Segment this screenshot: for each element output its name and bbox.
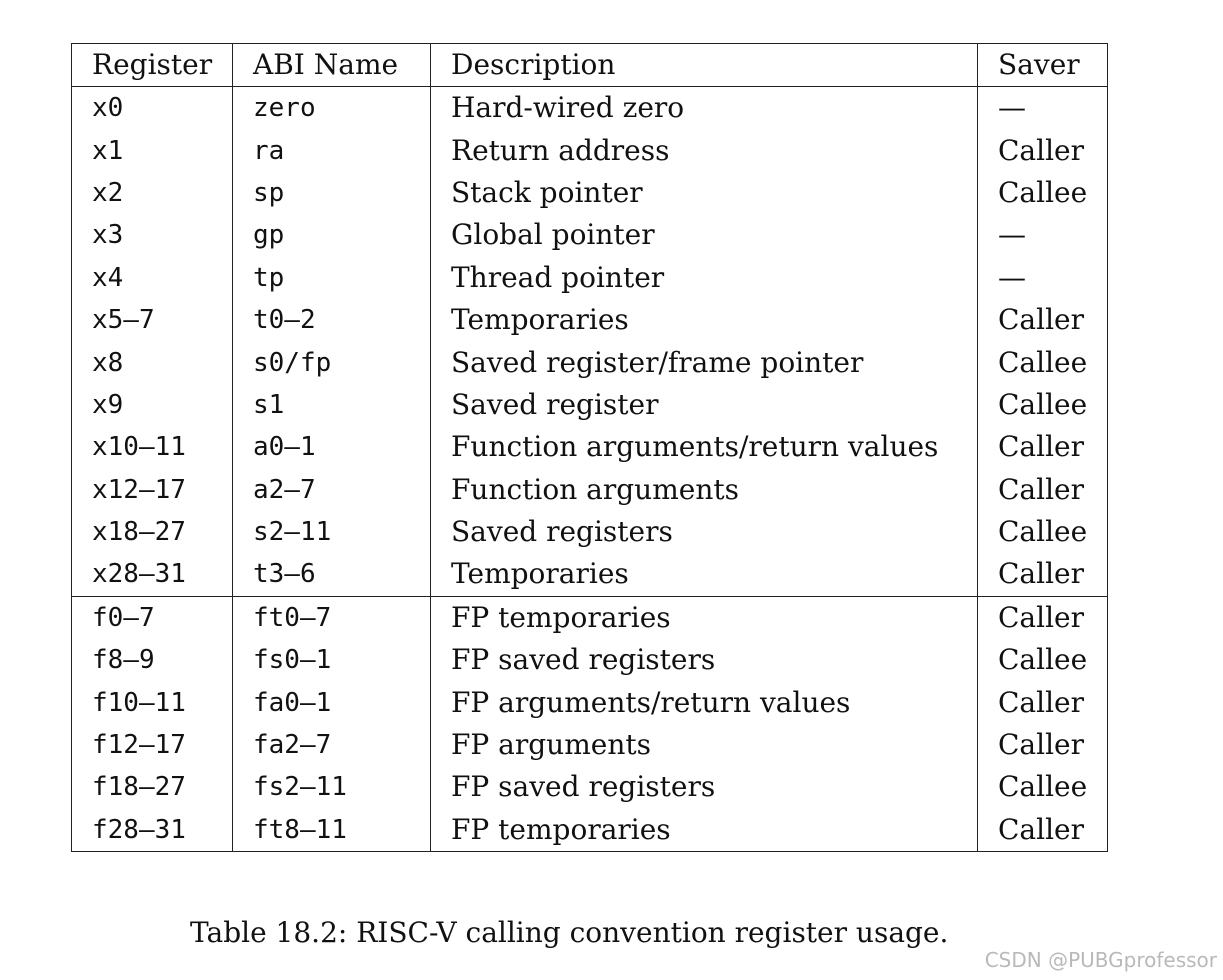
table-row: [72, 129, 1108, 171]
register-cell: x5–7: [72, 299, 233, 341]
description-cell: Global pointer: [431, 214, 978, 256]
abi-name-cell: t0–2: [233, 299, 431, 341]
table-row: [72, 639, 1108, 681]
table-row: [72, 766, 1108, 808]
saver-cell: Caller: [978, 596, 1108, 639]
description-cell: FP temporaries: [431, 596, 978, 639]
saver-cell: —: [978, 257, 1108, 299]
register-cell: x2: [72, 172, 233, 214]
table-row: [72, 172, 1108, 214]
description-cell: Function arguments: [431, 469, 978, 511]
register-cell: x8: [72, 341, 233, 383]
description-cell: FP saved registers: [431, 766, 978, 808]
description-cell: Saved register: [431, 384, 978, 426]
register-cell: x0: [72, 87, 233, 130]
saver-cell: Callee: [978, 511, 1108, 553]
abi-name-cell: fs0–1: [233, 639, 431, 681]
table-row: [72, 469, 1108, 511]
abi-name-cell: zero: [233, 87, 431, 130]
saver-cell: Caller: [978, 553, 1108, 596]
table-row: [72, 511, 1108, 553]
register-cell: f18–27: [72, 766, 233, 808]
register-cell: x9: [72, 384, 233, 426]
register-cell: f12–17: [72, 724, 233, 766]
saver-cell: Caller: [978, 809, 1108, 852]
table-row: [72, 553, 1108, 596]
saver-cell: —: [978, 87, 1108, 130]
register-cell: x1: [72, 129, 233, 171]
description-cell: FP temporaries: [431, 809, 978, 852]
abi-name-cell: s1: [233, 384, 431, 426]
watermark: CSDN @PUBGprofessor: [984, 948, 1217, 972]
abi-name-cell: sp: [233, 172, 431, 214]
saver-cell: Callee: [978, 639, 1108, 681]
register-cell: x28–31: [72, 553, 233, 596]
saver-cell: Callee: [978, 384, 1108, 426]
saver-cell: Callee: [978, 341, 1108, 383]
register-cell: f10–11: [72, 681, 233, 723]
abi-name-cell: fa2–7: [233, 724, 431, 766]
table-row: [72, 681, 1108, 723]
table-row: [72, 299, 1108, 341]
register-cell: x3: [72, 214, 233, 256]
description-cell: FP arguments: [431, 724, 978, 766]
saver-cell: —: [978, 214, 1108, 256]
saver-cell: Caller: [978, 681, 1108, 723]
register-cell: x10–11: [72, 426, 233, 468]
abi-name-cell: gp: [233, 214, 431, 256]
saver-cell: Callee: [978, 172, 1108, 214]
abi-name-cell: a0–1: [233, 426, 431, 468]
abi-name-cell: ft8–11: [233, 809, 431, 852]
description-cell: Thread pointer: [431, 257, 978, 299]
description-cell: FP saved registers: [431, 639, 978, 681]
description-cell: Temporaries: [431, 299, 978, 341]
header-saver: Saver: [978, 44, 1108, 87]
saver-cell: Caller: [978, 299, 1108, 341]
abi-name-cell: a2–7: [233, 469, 431, 511]
saver-cell: Callee: [978, 766, 1108, 808]
table-row: [72, 384, 1108, 426]
table-row: [72, 87, 1108, 130]
description-cell: Hard-wired zero: [431, 87, 978, 130]
table-header-row: [72, 44, 1108, 87]
description-cell: Function arguments/return values: [431, 426, 978, 468]
header-register: Register: [72, 44, 233, 87]
abi-name-cell: fs2–11: [233, 766, 431, 808]
table-row: [72, 426, 1108, 468]
header-abi-name: ABI Name: [233, 44, 431, 87]
register-cell: x4: [72, 257, 233, 299]
abi-name-cell: fa0–1: [233, 681, 431, 723]
abi-name-cell: s2–11: [233, 511, 431, 553]
description-cell: Saved registers: [431, 511, 978, 553]
table-row: [72, 214, 1108, 256]
table-row: [72, 809, 1108, 852]
saver-cell: Caller: [978, 129, 1108, 171]
description-cell: Return address: [431, 129, 978, 171]
table-caption: Table 18.2: RISC-V calling convention register usage.: [190, 916, 949, 949]
table-row: [72, 257, 1108, 299]
register-cell: x12–17: [72, 469, 233, 511]
abi-name-cell: s0/fp: [233, 341, 431, 383]
table-row: [72, 341, 1108, 383]
description-cell: Saved register/frame pointer: [431, 341, 978, 383]
table-row: [72, 724, 1108, 766]
saver-cell: Caller: [978, 426, 1108, 468]
register-cell: f0–7: [72, 596, 233, 639]
register-cell: x18–27: [72, 511, 233, 553]
header-description: Description: [431, 44, 978, 87]
abi-name-cell: tp: [233, 257, 431, 299]
description-cell: FP arguments/return values: [431, 681, 978, 723]
abi-name-cell: ra: [233, 129, 431, 171]
description-cell: Temporaries: [431, 553, 978, 596]
saver-cell: Caller: [978, 469, 1108, 511]
register-cell: f28–31: [72, 809, 233, 852]
table-body: [72, 44, 1108, 852]
register-cell: f8–9: [72, 639, 233, 681]
abi-name-cell: t3–6: [233, 553, 431, 596]
saver-cell: Caller: [978, 724, 1108, 766]
register-usage-table: [71, 43, 1108, 852]
abi-name-cell: ft0–7: [233, 596, 431, 639]
table-row: [72, 596, 1108, 639]
description-cell: Stack pointer: [431, 172, 978, 214]
